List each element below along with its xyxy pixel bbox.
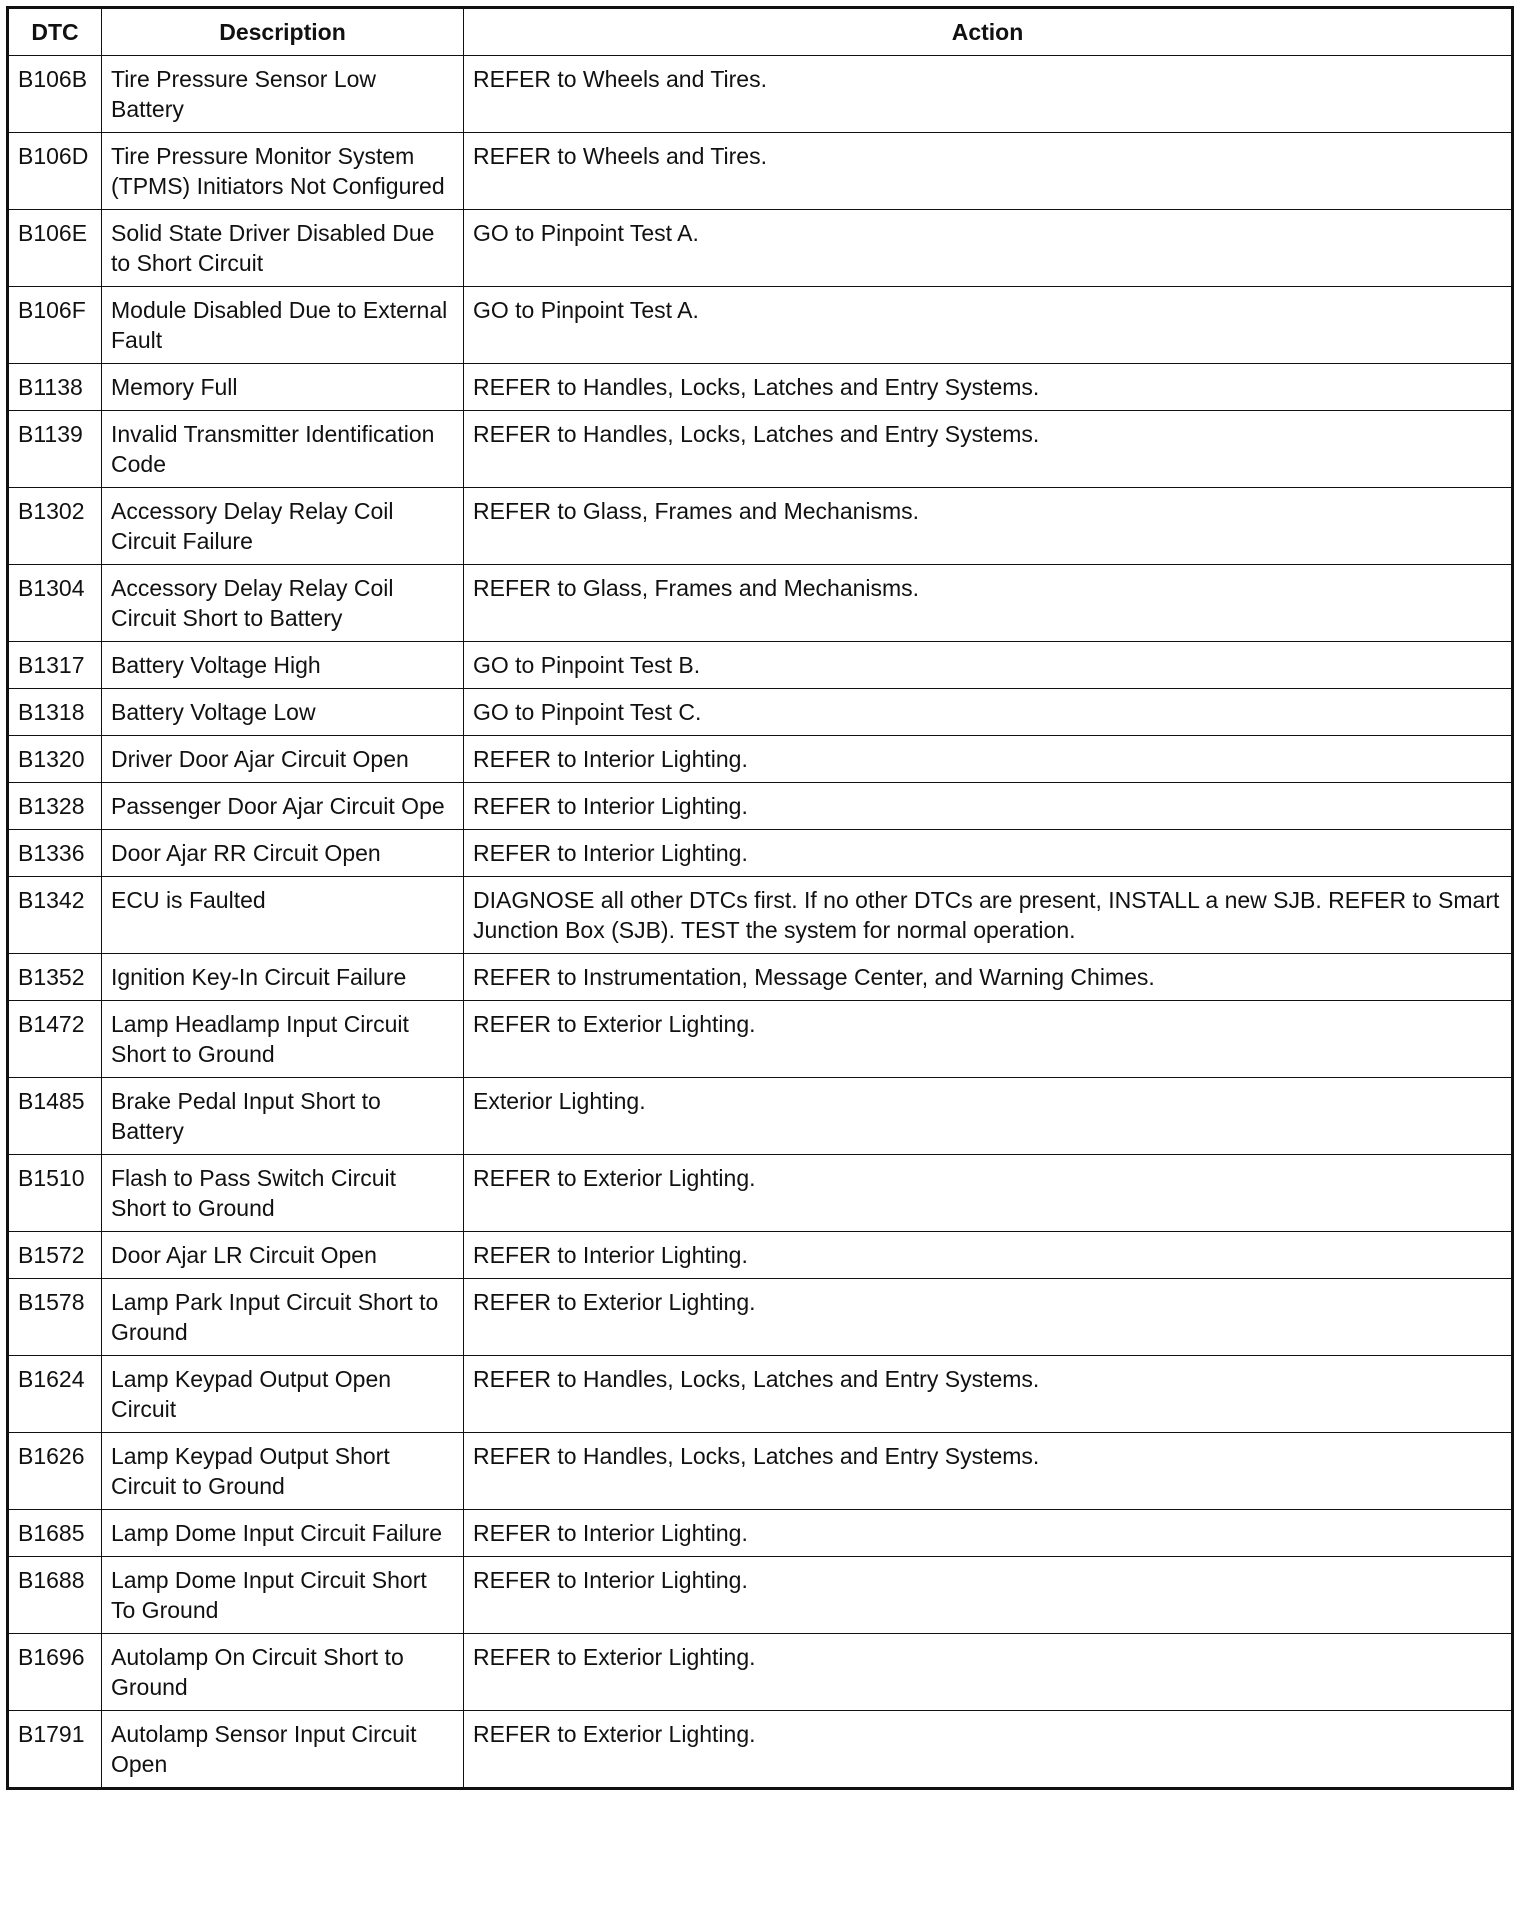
cell-action: REFER to Interior Lighting. <box>464 830 1513 877</box>
cell-dtc: B1304 <box>8 565 102 642</box>
cell-dtc: B1328 <box>8 783 102 830</box>
table-row <box>8 1356 1513 1433</box>
table-row <box>8 954 1513 1001</box>
cell-description: Memory Full <box>102 364 464 411</box>
cell-description: Flash to Pass Switch Circuit Short to Ground <box>102 1155 464 1232</box>
cell-description: Door Ajar RR Circuit Open <box>102 830 464 877</box>
cell-action: GO to Pinpoint Test C. <box>464 689 1513 736</box>
table-row <box>8 830 1513 877</box>
cell-description: Lamp Dome Input Circuit Failure <box>102 1510 464 1557</box>
table-row <box>8 56 1513 133</box>
cell-action: REFER to Handles, Locks, Latches and Entry Systems. <box>464 1356 1513 1433</box>
cell-description: Autolamp On Circuit Short to Ground <box>102 1634 464 1711</box>
table-row <box>8 488 1513 565</box>
cell-dtc: B106E <box>8 210 102 287</box>
cell-description: Door Ajar LR Circuit Open <box>102 1232 464 1279</box>
cell-description: Lamp Keypad Output Open Circuit <box>102 1356 464 1433</box>
cell-dtc: B1138 <box>8 364 102 411</box>
table-header <box>8 8 1513 56</box>
cell-description: Tire Pressure Monitor System (TPMS) Initiators Not Configured <box>102 133 464 210</box>
cell-description: Lamp Park Input Circuit Short to Ground <box>102 1279 464 1356</box>
cell-action: REFER to Exterior Lighting. <box>464 1155 1513 1232</box>
cell-dtc: B1626 <box>8 1433 102 1510</box>
table-row <box>8 287 1513 364</box>
cell-dtc: B1685 <box>8 1510 102 1557</box>
cell-action: REFER to Instrumentation, Message Center, and Warning Chimes. <box>464 954 1513 1001</box>
cell-dtc: B1318 <box>8 689 102 736</box>
cell-action: REFER to Exterior Lighting. <box>464 1001 1513 1078</box>
cell-dtc: B1572 <box>8 1232 102 1279</box>
table-row <box>8 783 1513 830</box>
cell-description: Passenger Door Ajar Circuit Ope <box>102 783 464 830</box>
header-dtc: DTC <box>8 8 102 56</box>
cell-description: Accessory Delay Relay Coil Circuit Failure <box>102 488 464 565</box>
cell-dtc: B1791 <box>8 1711 102 1789</box>
cell-action: REFER to Exterior Lighting. <box>464 1279 1513 1356</box>
cell-description: ECU is Faulted <box>102 877 464 954</box>
table-row <box>8 642 1513 689</box>
cell-dtc: B106F <box>8 287 102 364</box>
cell-description: Accessory Delay Relay Coil Circuit Short to Battery <box>102 565 464 642</box>
cell-description: Battery Voltage High <box>102 642 464 689</box>
cell-action: REFER to Handles, Locks, Latches and Entry Systems. <box>464 411 1513 488</box>
header-row <box>8 8 1513 56</box>
cell-description: Tire Pressure Sensor Low Battery <box>102 56 464 133</box>
cell-action: REFER to Wheels and Tires. <box>464 133 1513 210</box>
dtc-table <box>6 6 1514 1790</box>
cell-description: Lamp Dome Input Circuit Short To Ground <box>102 1557 464 1634</box>
cell-description: Invalid Transmitter Identification Code <box>102 411 464 488</box>
cell-action: Exterior Lighting. <box>464 1078 1513 1155</box>
cell-action: REFER to Handles, Locks, Latches and Entry Systems. <box>464 1433 1513 1510</box>
cell-dtc: B1139 <box>8 411 102 488</box>
cell-description: Brake Pedal Input Short to Battery <box>102 1078 464 1155</box>
cell-dtc: B1578 <box>8 1279 102 1356</box>
table-row <box>8 1001 1513 1078</box>
cell-dtc: B1485 <box>8 1078 102 1155</box>
table-row <box>8 1557 1513 1634</box>
cell-dtc: B1302 <box>8 488 102 565</box>
cell-action: GO to Pinpoint Test B. <box>464 642 1513 689</box>
cell-action: REFER to Wheels and Tires. <box>464 56 1513 133</box>
table-row <box>8 1634 1513 1711</box>
cell-action: REFER to Interior Lighting. <box>464 783 1513 830</box>
cell-action: REFER to Glass, Frames and Mechanisms. <box>464 565 1513 642</box>
cell-dtc: B1352 <box>8 954 102 1001</box>
table-row <box>8 210 1513 287</box>
cell-dtc: B106D <box>8 133 102 210</box>
table-row <box>8 1711 1513 1789</box>
table-row <box>8 736 1513 783</box>
cell-description: Battery Voltage Low <box>102 689 464 736</box>
cell-dtc: B1342 <box>8 877 102 954</box>
cell-dtc: B1336 <box>8 830 102 877</box>
cell-dtc: B1696 <box>8 1634 102 1711</box>
cell-action: REFER to Handles, Locks, Latches and Entry Systems. <box>464 364 1513 411</box>
cell-action: REFER to Interior Lighting. <box>464 1557 1513 1634</box>
cell-action: GO to Pinpoint Test A. <box>464 287 1513 364</box>
cell-description: Autolamp Sensor Input Circuit Open <box>102 1711 464 1789</box>
cell-action: REFER to Glass, Frames and Mechanisms. <box>464 488 1513 565</box>
table-row <box>8 565 1513 642</box>
cell-description: Lamp Keypad Output Short Circuit to Ground <box>102 1433 464 1510</box>
table-row <box>8 364 1513 411</box>
cell-action: REFER to Interior Lighting. <box>464 1510 1513 1557</box>
cell-description: Driver Door Ajar Circuit Open <box>102 736 464 783</box>
cell-action: REFER to Interior Lighting. <box>464 736 1513 783</box>
cell-dtc: B1510 <box>8 1155 102 1232</box>
cell-action: REFER to Interior Lighting. <box>464 1232 1513 1279</box>
table-row <box>8 1232 1513 1279</box>
table-row <box>8 689 1513 736</box>
cell-dtc: B106B <box>8 56 102 133</box>
cell-action: REFER to Exterior Lighting. <box>464 1634 1513 1711</box>
cell-description: Solid State Driver Disabled Due to Short Circuit <box>102 210 464 287</box>
cell-dtc: B1320 <box>8 736 102 783</box>
cell-dtc: B1624 <box>8 1356 102 1433</box>
table-row <box>8 1078 1513 1155</box>
cell-description: Lamp Headlamp Input Circuit Short to Ground <box>102 1001 464 1078</box>
cell-action: REFER to Exterior Lighting. <box>464 1711 1513 1789</box>
table-row <box>8 1510 1513 1557</box>
cell-description: Ignition Key-In Circuit Failure <box>102 954 464 1001</box>
cell-description: Module Disabled Due to External Fault <box>102 287 464 364</box>
table-row <box>8 1433 1513 1510</box>
table-row <box>8 877 1513 954</box>
table-row <box>8 411 1513 488</box>
table-row <box>8 1155 1513 1232</box>
header-description: Description <box>102 8 464 56</box>
header-action: Action <box>464 8 1513 56</box>
table-row <box>8 133 1513 210</box>
cell-action: DIAGNOSE all other DTCs first. If no other DTCs are present, INSTALL a new SJB. REFER to Smart Junction Box (SJB). TEST the system for normal operation. <box>464 877 1513 954</box>
table-row <box>8 1279 1513 1356</box>
cell-action: GO to Pinpoint Test A. <box>464 210 1513 287</box>
table-body <box>8 56 1513 1789</box>
cell-dtc: B1688 <box>8 1557 102 1634</box>
cell-dtc: B1317 <box>8 642 102 689</box>
cell-dtc: B1472 <box>8 1001 102 1078</box>
